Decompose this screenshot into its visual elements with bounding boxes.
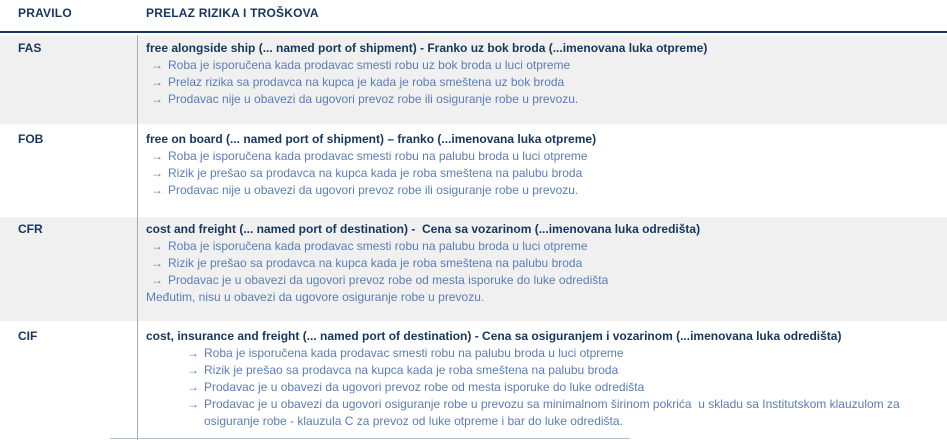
rule-description-cell xyxy=(138,127,947,214)
header-col-prelaz: PRELAZ RIZIKA I TROŠKOVA xyxy=(146,6,319,20)
list-item xyxy=(146,165,941,182)
table-row xyxy=(0,324,947,436)
arrow-icon: → xyxy=(151,166,163,180)
arrow-icon: → xyxy=(187,397,199,411)
rule-title: cost, insurance and freight (... named port of destination) - Cena sa osiguranjem i vozarinom (...imenovana luka odredišta) xyxy=(146,329,842,343)
rule-description-cell xyxy=(138,217,947,321)
bullet-text: Rizik je prešao sa prodavca na kupca kada je roba smeštena na palubu broda xyxy=(168,166,583,180)
arrow-icon: → xyxy=(151,273,163,287)
arrow-icon: → xyxy=(151,149,163,163)
rule-title: cost and freight (... named port of destination) - Cena sa vozarinom (...imenovana luka odredišta) xyxy=(146,222,701,236)
column-divider xyxy=(137,35,138,440)
bullet-text: Prodavac nije u obavezi da ugovori prevoz robe ili osiguranje robe u prevozu. xyxy=(168,92,579,106)
list-item xyxy=(146,272,941,289)
bullet-list xyxy=(146,148,941,199)
rule-description-cell xyxy=(138,36,947,124)
rule-code: FOB xyxy=(18,132,44,146)
list-item xyxy=(146,396,941,430)
list-item xyxy=(146,362,941,379)
arrow-icon: → xyxy=(151,239,163,253)
list-item xyxy=(146,74,941,91)
list-item xyxy=(146,345,941,362)
arrow-icon: → xyxy=(151,75,163,89)
bullet-text: Prodavac je u obavezi da ugovori prevoz robe od mesta isporuke do luke odredišta xyxy=(168,273,609,287)
bullet-text: Prelaz rizika sa prodavca na kupca je kada je roba smeštena uz bok broda xyxy=(168,75,565,89)
table-row xyxy=(0,36,947,124)
arrow-icon: → xyxy=(187,363,199,377)
arrow-icon: → xyxy=(151,58,163,72)
list-item xyxy=(146,148,941,165)
table-bottom-border xyxy=(110,438,630,439)
list-item xyxy=(146,182,941,199)
bullet-text: Prodavac je u obavezi da ugovori osiguranje robe u prevozu sa minimalnom širinom pokrića u skladu sa Institutskom klauzulom za osiguranje robe - klauzula C za prevoz od luke otpreme i bar do luke odredišta. xyxy=(204,397,904,428)
rule-title: free alongside ship (... named port of shipment) - Franko uz bok broda (...imenovana luka otpreme) xyxy=(146,41,708,55)
bullet-text: Roba je isporučena kada prodavac smesti robu uz bok broda u luci otpreme xyxy=(168,58,571,72)
bullet-text: Prodavac nije u obavezi da ugovori prevoz robe ili osiguranje robe u prevozu. xyxy=(168,183,579,197)
bullet-text: Rizik je prešao sa prodavca na kupca kada je roba smeštena na palubu broda xyxy=(204,363,619,377)
arrow-icon: → xyxy=(187,346,199,360)
note-text: Međutim, nisu u obavezi da ugovore osiguranje robe u prevozu. xyxy=(146,290,485,304)
bullet-text: Prodavac je u obavezi da ugovori prevoz robe od mesta isporuke do luke odredišta xyxy=(204,380,645,394)
list-item xyxy=(146,379,941,396)
bullet-list xyxy=(146,57,941,108)
rule-description-cell xyxy=(138,324,947,436)
bullet-text: Rizik je prešao sa prodavca na kupca kada je roba smeštena na palubu broda xyxy=(168,256,583,270)
rule-code: FAS xyxy=(18,41,42,55)
arrow-icon: → xyxy=(187,380,199,394)
table-header xyxy=(0,0,947,20)
rule-code: CIF xyxy=(18,329,38,343)
table-row xyxy=(0,217,947,321)
rule-code: CFR xyxy=(18,222,43,236)
list-item xyxy=(146,238,941,255)
list-item xyxy=(146,57,941,74)
header-col-pravilo: PRAVILO xyxy=(18,6,72,20)
arrow-icon: → xyxy=(151,92,163,106)
rule-title: free on board (... named port of shipment) – franko (...imenovana luka otpreme) xyxy=(146,132,597,146)
table-row xyxy=(0,127,947,214)
list-item xyxy=(146,255,941,272)
bullet-text: Roba je isporučena kada prodavac smesti robu na palubu broda u luci otpreme xyxy=(168,149,588,163)
bullet-text: Roba je isporučena kada prodavac smesti robu na palubu broda u luci otpreme xyxy=(168,239,588,253)
bullet-list xyxy=(146,345,941,430)
header-rule xyxy=(0,31,947,33)
bullet-text: Roba je isporučena kada prodavac smesti robu na palubu broda u luci otpreme xyxy=(204,346,624,360)
bullet-list xyxy=(146,238,941,289)
list-item xyxy=(146,91,941,108)
arrow-icon: → xyxy=(151,256,163,270)
rules-table-body xyxy=(0,36,947,436)
arrow-icon: → xyxy=(151,183,163,197)
